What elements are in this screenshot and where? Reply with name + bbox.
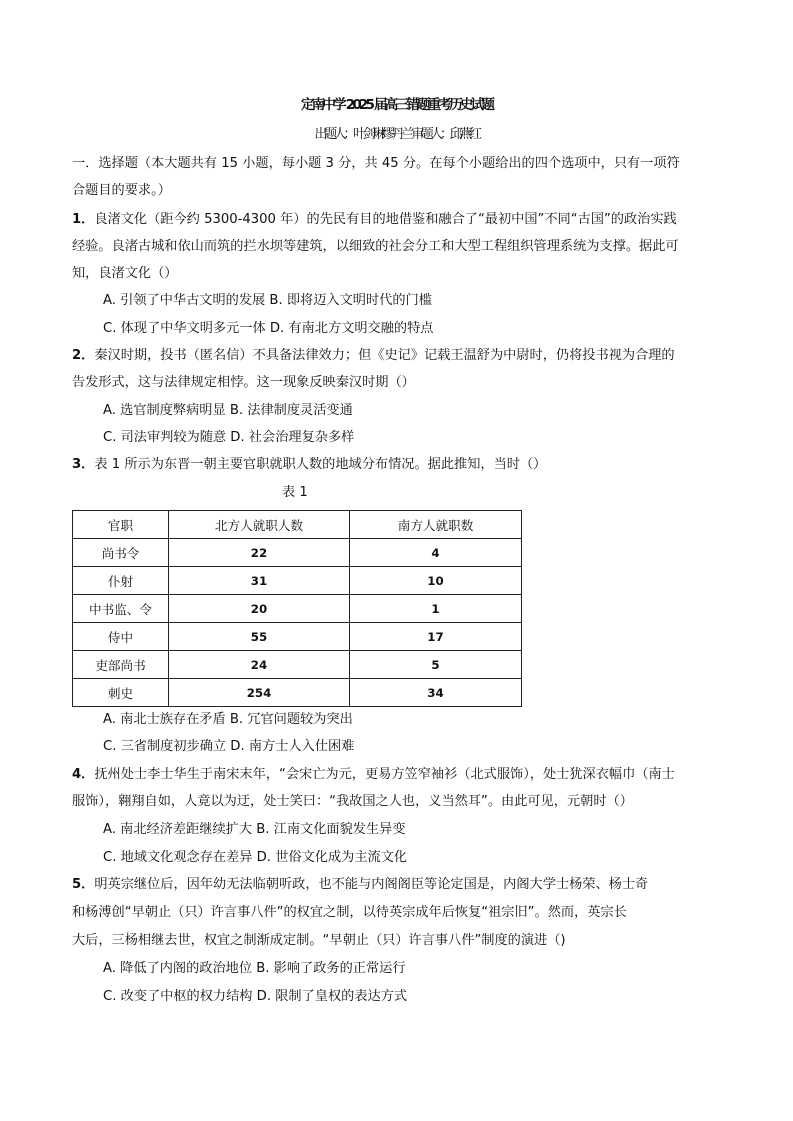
exam-authors: 出题人：叶剑琳缪丹兰审题人：邱燕红: [314, 127, 479, 142]
question-4-options-cd: C. 地域文化观念存在差异 D. 世俗文化成为主流文化: [103, 850, 408, 865]
table-cell-office: 中书监、令: [73, 595, 169, 623]
table-1: [72, 510, 522, 707]
question-number: 1．: [72, 212, 95, 227]
question-5-options-ab: A. 降低了内阁的政治地位 B. 影响了政务的正常运行: [103, 961, 406, 976]
table-header-cell: 南方人就职数: [350, 511, 522, 539]
question-text: 良渚文化（距今约 5300-4300 年）的先民有目的地借鉴和融合了“最初中国”不同“古国”的政治实践: [94, 212, 677, 227]
table-cell-office: 刺史: [73, 679, 169, 707]
question-1-line-3: 知，良渚文化（）: [72, 266, 178, 281]
table-cell-office: 尚书令: [73, 539, 169, 567]
question-4-line-2: 服饰），翱翔自如，人竟以为迂，处士笑曰：“我故国之人也，义当然耳”。由此可见，元朝时（）: [72, 794, 633, 809]
question-3-options-cd: C. 三省制度初步确立 D. 南方士人入仕困难: [103, 739, 355, 754]
table-row: [73, 567, 522, 595]
table-cell-south: 4: [350, 539, 522, 567]
question-number: 2．: [72, 348, 95, 363]
exam-title: 定南中学 2025 届高三错题重考历史试题: [300, 97, 493, 113]
table-cell-south: 5: [350, 651, 522, 679]
table-cell-south: 10: [350, 567, 522, 595]
question-text: 抚州处士李士华生于南宋末年，“会宋亡为元，更易方笠窄袖衫（北式服饰），处士犹深衣幅巾（南士: [94, 767, 675, 782]
table-cell-south: 34: [350, 679, 522, 707]
table-cell-south: 17: [350, 623, 522, 651]
table-caption: 表 1: [282, 485, 308, 500]
question-number: 4．: [72, 767, 95, 782]
question-text: 表 1 所示为东晋一朝主要官职就职人数的地域分布情况。据此推知，当时（）: [94, 457, 547, 472]
section-heading-line1: 一．选择题（本大题共有 15 小题，每小题 3 分，共 45 分。在每个小题给出的四个选项中，只有一项符: [72, 156, 680, 171]
table-cell-north: 22: [169, 539, 350, 567]
table-cell-north: 24: [169, 651, 350, 679]
table-header-cell: 官职: [73, 511, 169, 539]
question-3-line-1: [72, 456, 546, 474]
table-cell-office: 侍中: [73, 623, 169, 651]
question-3-options-ab: A. 南北士族存在矛盾 B. 冗官问题较为突出: [103, 712, 353, 727]
table-cell-south: 1: [350, 595, 522, 623]
question-1-line-1: [72, 211, 677, 229]
question-1-line-2: 经验。良渚古城和依山而筑的拦水坝等建筑，以细致的社会分工和大型工程组织管理系统为支撑。据此可: [72, 239, 679, 254]
question-2-line-2: 告发形式，这与法律规定相悖。这一现象反映秦汉时期（）: [72, 375, 415, 390]
table-cell-office: 吏部尚书: [73, 651, 169, 679]
question-text: 秦汉时期，投书（匿名信）不具备法律效力；但《史记》记载王温舒为中尉时，仍将投书视为合理的: [94, 348, 675, 363]
table-cell-north: 20: [169, 595, 350, 623]
question-2-options-cd: C. 司法审判较为随意 D. 社会治理复杂多样: [103, 430, 355, 445]
table-cell-office: 仆射: [73, 567, 169, 595]
table-row: [73, 595, 522, 623]
question-5-options-cd: C. 改变了中枢的权力结构 D. 限制了皇权的表达方式: [103, 989, 408, 1004]
table-cell-north: 31: [169, 567, 350, 595]
question-4-line-1: [72, 766, 675, 784]
question-text: 明英宗继位后，因年幼无法临朝听政，也不能与内阁阁臣等论定国是，内阁大学士杨荣、杨士奇: [94, 877, 649, 892]
table-header-row: [73, 511, 522, 539]
question-2-line-1: [72, 347, 675, 365]
table-cell-north: 254: [169, 679, 350, 707]
question-number: 5．: [72, 877, 95, 892]
question-1-options-ab: A. 引领了中华古文明的发展 B. 即将迈入文明时代的门槛: [103, 293, 432, 308]
question-5-line-2: 和杨溥创“早朝止（只）许言事八件”的权宜之制，以待英宗成年后恢复“祖宗旧”。然而，英宗长: [72, 905, 627, 920]
question-number: 3．: [72, 457, 95, 472]
question-5-line-3: 大后，三杨相继去世，权宜之制渐成定制。“早朝止（只）许言事八件”制度的演进（): [72, 933, 566, 948]
table-header-cell: 北方人就职人数: [169, 511, 350, 539]
table-row: [73, 623, 522, 651]
question-5-line-1: [72, 876, 648, 894]
section-heading-line2: 合题目的要求。）: [72, 183, 171, 198]
question-1-options-cd: C. 体现了中华文明多元一体 D. 有南北方文明交融的特点: [103, 321, 434, 336]
table-row: [73, 651, 522, 679]
question-2-options-ab: A. 选官制度弊病明显 B. 法律制度灵活变通: [103, 403, 353, 418]
table-row: [73, 679, 522, 707]
table-cell-north: 55: [169, 623, 350, 651]
question-4-options-ab: A. 南北经济差距继续扩大 B. 江南文化面貌发生异变: [103, 822, 406, 837]
table-row: [73, 539, 522, 567]
